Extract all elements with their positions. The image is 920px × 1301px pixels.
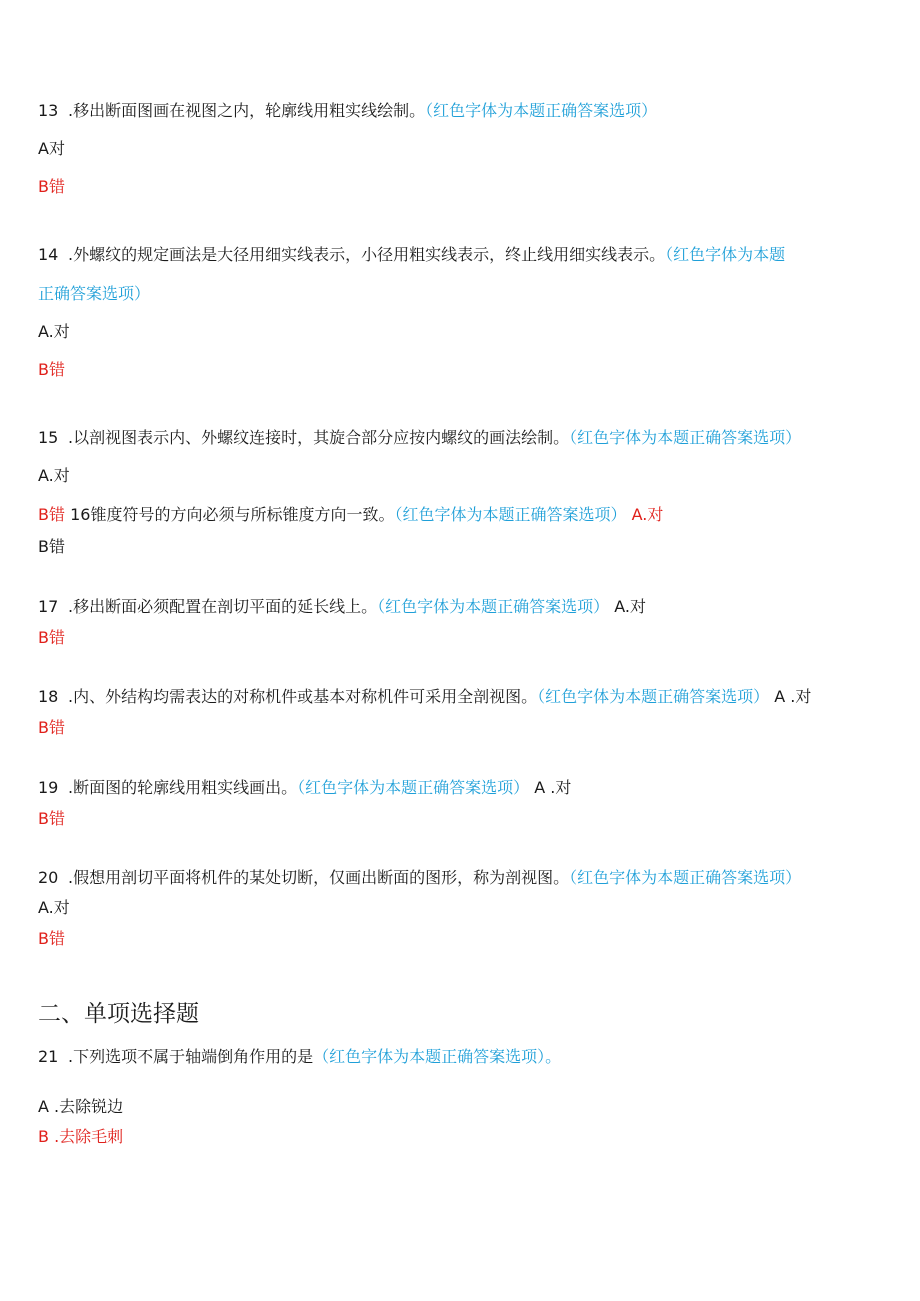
- hint-period: 。: [545, 1047, 562, 1066]
- question-text: .以剖视图表示内、外螺纹连接时，其旋合部分应按内螺纹的画法绘制。: [68, 428, 570, 447]
- question-number: 14: [38, 245, 59, 264]
- option-b-correct: B错: [38, 929, 65, 948]
- question-text: .外螺纹的规定画法是大径用细实线表示，小径用粗实线表示，终止线用细实线表示。: [68, 245, 666, 264]
- answer-hint: （红色字体为本题正确答案选项）: [394, 505, 627, 524]
- option-a: A.对: [38, 898, 70, 917]
- answer-hint: （红色字体为本题: [665, 245, 786, 264]
- option-b-correct: B错: [38, 505, 65, 524]
- option-a: A .对: [774, 687, 812, 706]
- question-16-line: [38, 504, 663, 526]
- question-19: [38, 777, 571, 799]
- question-text: .下列选项不属于轴端倒角作用的是: [68, 1047, 314, 1066]
- option-b-correct: B错: [38, 628, 65, 647]
- option-a: A.对: [614, 597, 646, 616]
- option-a: A对: [38, 139, 65, 158]
- option-a: A.对: [38, 322, 70, 341]
- answer-hint: （红色字体为本题正确答案选项）: [425, 101, 658, 120]
- option-a-correct: A.对: [631, 505, 664, 524]
- answer-hint: （红色字体为本题正确答案选项）: [313, 1047, 546, 1066]
- question-number: 17: [38, 597, 59, 616]
- section-heading: 二、单项选择题: [38, 1001, 199, 1027]
- option-b-correct: B错: [38, 718, 65, 737]
- answer-hint: （红色字体为本题正确答案选项）: [569, 428, 802, 447]
- question-text: .移出断面必须配置在剖切平面的延长线上。: [68, 597, 378, 616]
- option-b: B错: [38, 537, 65, 556]
- answer-hint-continued: 正确答案选项）: [38, 284, 151, 303]
- question-number: 19: [38, 778, 59, 797]
- option-a: A .去除锐边: [38, 1097, 124, 1116]
- option-b-correct: B错: [38, 809, 65, 828]
- answer-hint: （红色字体为本题正确答案选项）: [377, 597, 610, 616]
- question-21: [38, 1046, 561, 1068]
- option-b-correct: B错: [38, 360, 65, 379]
- option-b-correct: B .去除毛刺: [38, 1127, 124, 1146]
- question-text: .移出断面图画在视图之内，轮廓线用粗实线绘制。: [68, 101, 426, 120]
- question-16-text: 16锥度符号的方向必须与所标锥度方向一致。: [70, 505, 395, 524]
- question-number: 15: [38, 428, 59, 447]
- option-a: A.对: [38, 466, 70, 485]
- question-number: 13: [38, 101, 59, 120]
- question-number: 21: [38, 1047, 59, 1066]
- question-20: [38, 867, 801, 889]
- answer-hint: （红色字体为本题正确答案选项）: [297, 778, 530, 797]
- question-text: .断面图的轮廓线用粗实线画出。: [68, 778, 298, 797]
- question-18: [38, 686, 811, 708]
- question-number: 20: [38, 868, 59, 887]
- question-13: [38, 100, 657, 122]
- option-a: A .对: [534, 778, 572, 797]
- question-number: 18: [38, 687, 59, 706]
- question-text: .假想用剖切平面将机件的某处切断，仅画出断面的图形，称为剖视图。: [68, 868, 570, 887]
- answer-hint: （红色字体为本题正确答案选项）: [537, 687, 770, 706]
- question-text: .内、外结构均需表达的对称机件或基本对称机件可采用全剖视图。: [68, 687, 538, 706]
- option-b-correct: B错: [38, 177, 65, 196]
- question-15: [38, 427, 801, 449]
- question-14: [38, 244, 785, 266]
- answer-hint: （红色字体为本题正确答案选项）: [569, 868, 802, 887]
- question-17: [38, 596, 646, 618]
